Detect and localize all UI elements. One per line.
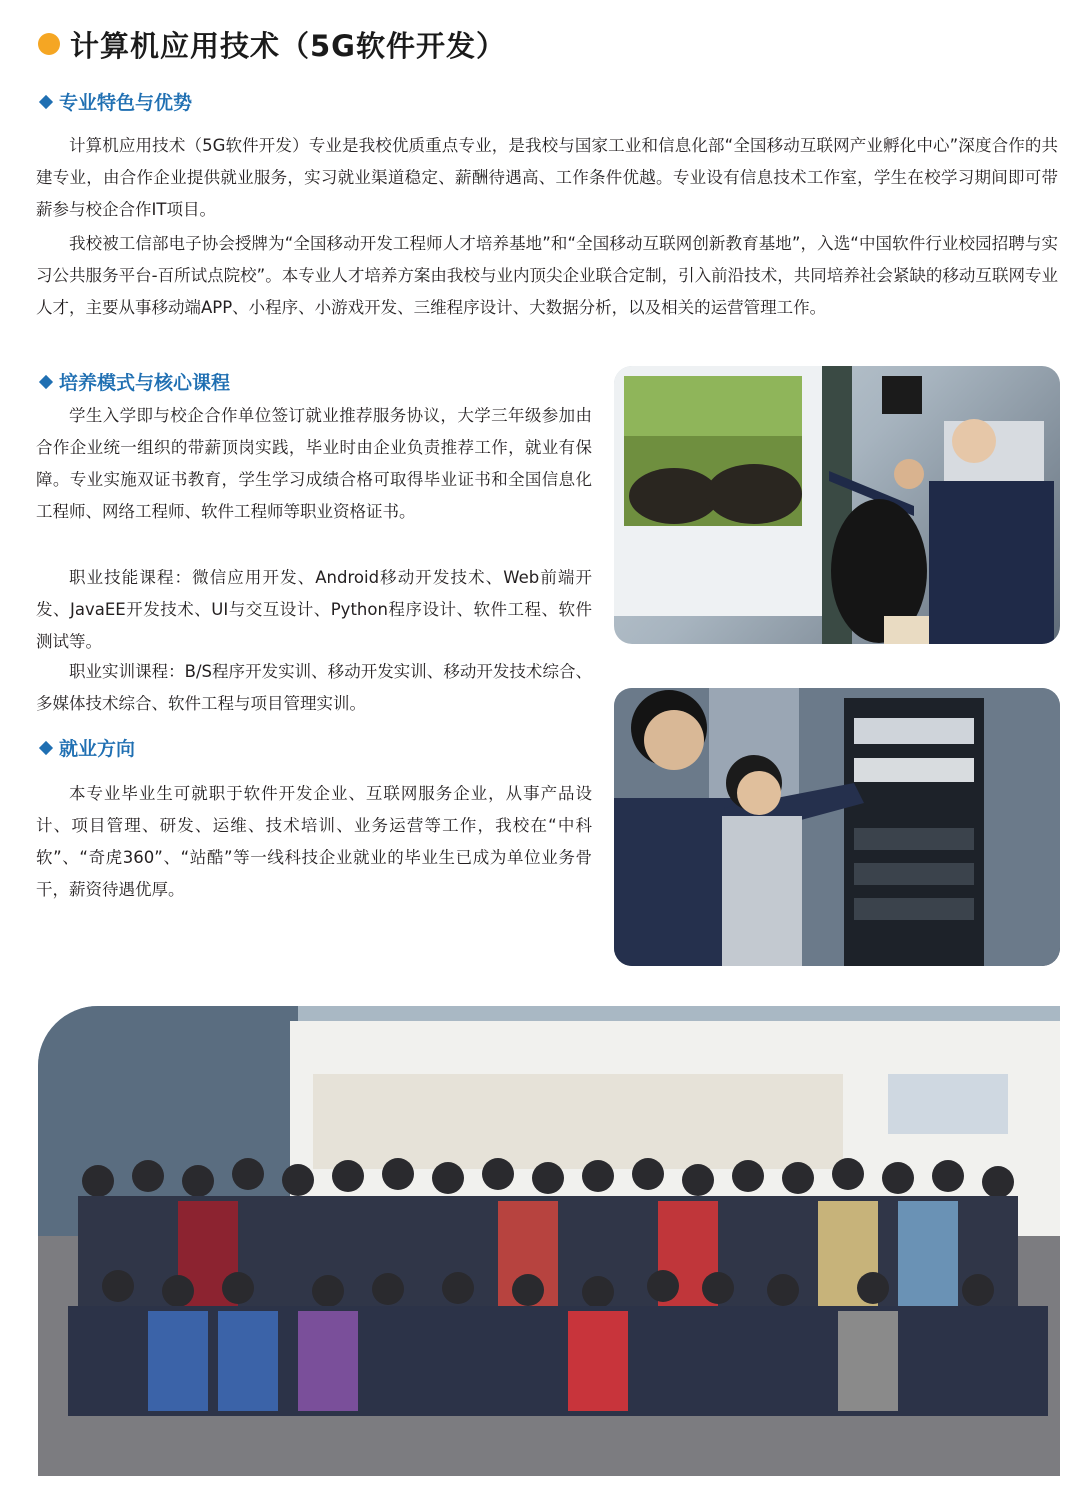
paragraph-career: 本专业毕业生可就职于软件开发企业、互联网服务企业，从事产品设计、项目管理、研发、运维、技术培训、业务运营等工作，我校在“中科软”、“奇虎360”、“站酷”等一线科技企业就业的毕业生已成为单位业务骨干，薪资待遇优厚。	[36, 784, 592, 899]
paragraph-training-1: 学生入学即与校企合作单位签订就业推荐服务协议，大学三年级参加由合作企业统一组织的带薪顶岗实践，毕业时由企业负责推荐工作，就业有保障。专业实施双证书教育，学生学习成绩合格可取得毕业证书和全国信息化工程师、网络工程师、软件工程师等职业资格证书。	[36, 406, 592, 521]
diamond-bullet-icon	[39, 94, 53, 108]
section-heading-training	[38, 368, 230, 395]
group-photo-conference	[38, 1006, 1060, 1476]
section-heading-features	[38, 88, 192, 115]
paragraph-practical-courses: 职业实训课程：B/S程序开发实训、移动开发实训、移动开发技术综合、多媒体技术综合、软件工程与项目管理实训。	[36, 662, 592, 713]
paragraph-skill-courses: 职业技能课程：微信应用开发、Android移动开发技术、Web前端开发、JavaEE开发技术、UI与交互设计、Python程序设计、软件工程、软件测试等。	[36, 568, 592, 651]
diamond-bullet-icon	[39, 374, 53, 388]
orange-bullet-icon	[38, 33, 60, 55]
diamond-bullet-icon	[39, 740, 53, 754]
classroom-teaching-photo	[614, 366, 1060, 644]
page-header	[38, 24, 506, 64]
section-heading-label: 培养模式与核心课程	[59, 372, 231, 394]
paragraph-features-2: 我校被工信部电子协会授牌为“全国移动开发工程师人才培养基地”和“全国移动互联网创新教育基地”，入选“中国软件行业校园招聘与实习公共服务平台-百所试点院校”。本专业人才培养方案由我校与业内顶尖企业联合定制，引入前沿技术，共同培养社会紧缺的移动互联网专业人才，主要从事移动端APP、小程序、小游戏开发、三维程序设计、大数据分析，以及相关的运营管理工作。	[36, 234, 1058, 317]
section-heading-career	[38, 734, 135, 761]
section-heading-label: 专业特色与优势	[59, 92, 193, 114]
server-rack-lab-photo	[614, 688, 1060, 966]
paragraph-features-1: 计算机应用技术（5G软件开发）专业是我校优质重点专业，是我校与国家工业和信息化部“全国移动互联网产业孵化中心”深度合作的共建专业，由合作企业提供就业服务，实习就业渠道稳定、薪酬待遇高、工作条件优越。专业设有信息技术工作室，学生在校学习期间即可带薪参与校企合作IT项目。	[36, 136, 1058, 219]
section-heading-label: 就业方向	[59, 738, 136, 760]
page-title: 计算机应用技术（5G软件开发）	[70, 28, 506, 63]
